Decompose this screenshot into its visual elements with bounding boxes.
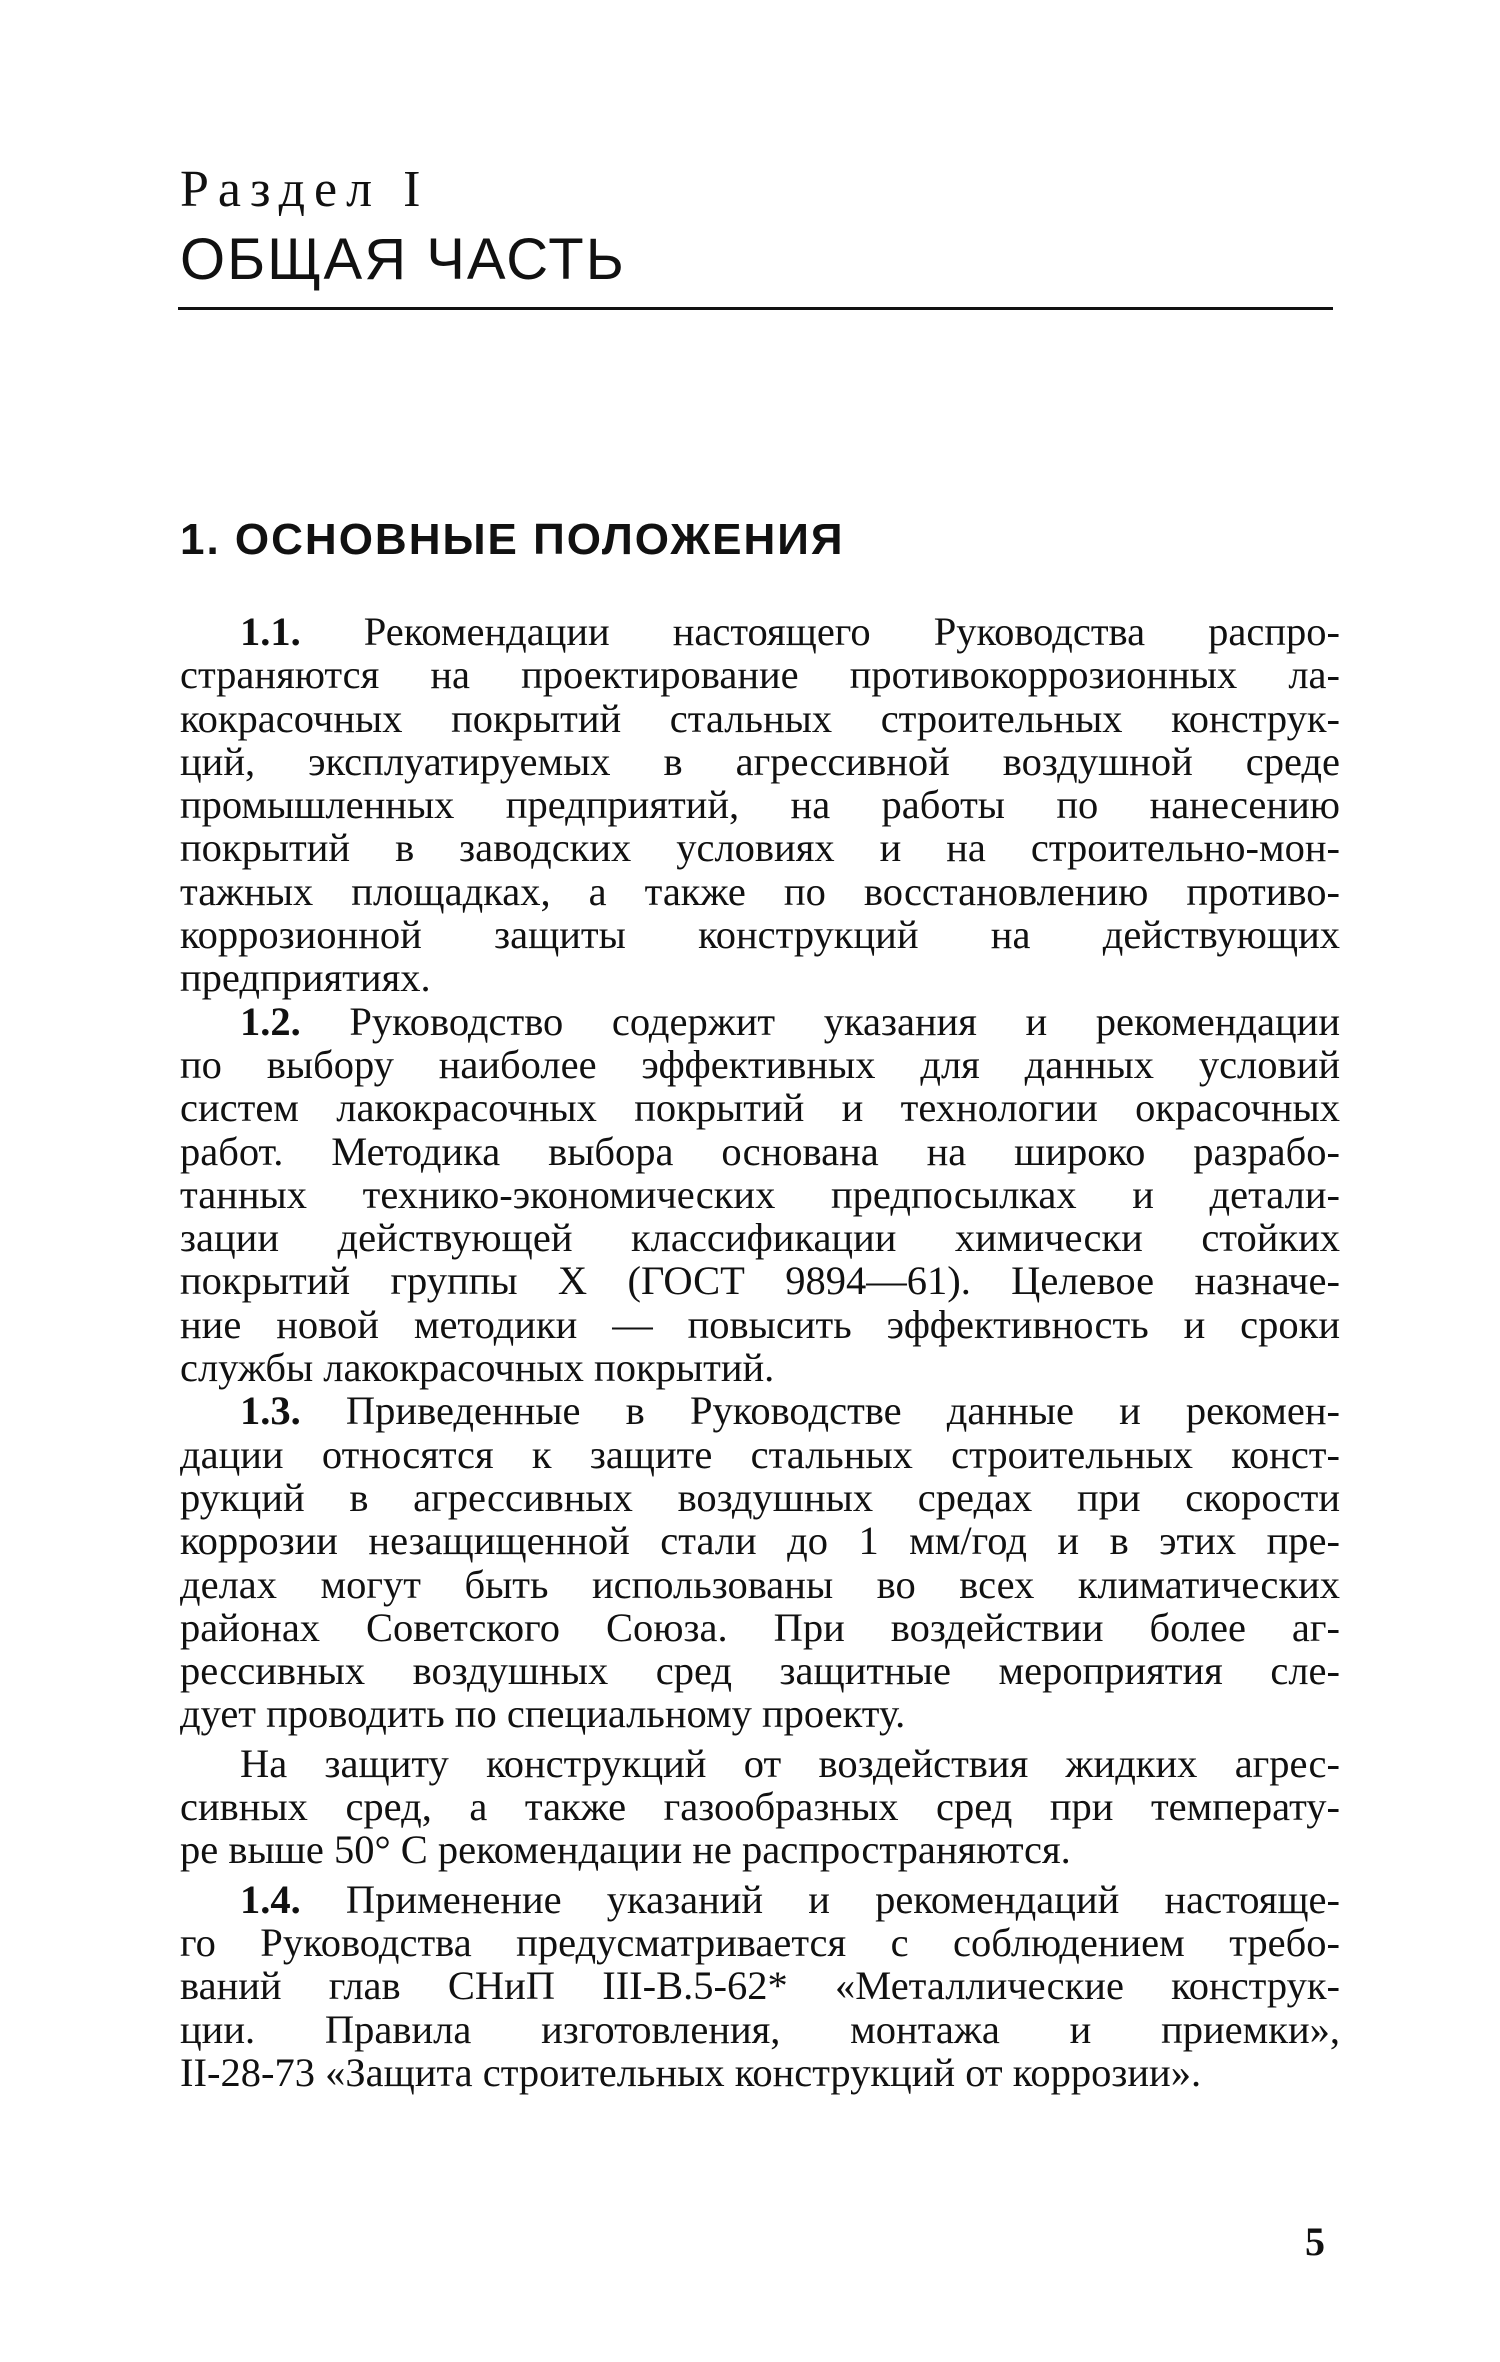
paragraph-1-1-line-1: 1.1. Рекомендации настоящего Руководства распро- [240,609,1340,654]
paragraph-line: рукций в агрессивных воздушных средах при скорости [180,1474,1340,1520]
paragraph-line: На защиту конструкций от воздействия жидких агрес- [240,1740,1340,1786]
paragraph-line: ции. Правила изготовления, монтажа и приемки», [180,2006,1340,2052]
paragraph-number: 1.3. [240,1388,301,1434]
paragraph-line: ние новой методики — повысить эффективность и сроки [180,1301,1340,1347]
paragraph-line: работ. Методика выбора основана на широко разрабо- [180,1128,1340,1174]
section-label: Раздел I [180,161,430,218]
paragraph-number: 1.1. [240,609,301,654]
paragraph-line: тажных площадках, а также по восстановлению противо- [180,868,1340,914]
part-title: ОБЩАЯ ЧАСТЬ [180,227,626,292]
paragraph-line: сивных сред, а также газообразных сред при температу- [180,1784,1340,1830]
paragraph-line: зации действующей классификации химически стойких [180,1215,1340,1261]
paragraph-number: 1.2. [240,998,301,1044]
paragraph-line: промышленных предприятий, на работы по нанесению [180,782,1340,828]
title-divider [178,307,1333,310]
paragraph-line: коррозии незащищенной стали до 1 мм/год и в этих пре- [180,1518,1340,1564]
paragraph-line: дации относятся к защите стальных строительных конст- [180,1431,1340,1477]
chapter-heading: 1. ОСНОВНЫЕ ПОЛОЖЕНИЯ [180,515,845,564]
paragraph-line: ций, эксплуатируемых в агрессивной воздушной среде [180,738,1340,784]
paragraph-line: систем лакокрасочных покрытий и технологии окрасочных [180,1085,1340,1131]
paragraph-line: службы лакокрасочных покрытий. [180,1345,775,1391]
paragraph-line: по выбору наиболее эффективных для данных условий [180,1041,1340,1087]
paragraph-line: страняются на проектирование противокоррозионных ла- [180,652,1340,698]
paragraph-number: 1.4. [240,1876,301,1922]
paragraph-line: рессивных воздушных сред защитные мероприятия сле- [180,1648,1340,1694]
paragraph-line: предприятиях. [180,955,431,1001]
paragraph-line: ваний глав СНиП III-В.5-62* «Металлические конструк- [180,1963,1340,2009]
page-number: 5 [1305,2219,1325,2264]
paragraph-line: II-28-73 «Защита строительных конструкций от коррозии». [180,2049,1202,2095]
body-text [180,610,1340,2094]
paragraph-line: танных технико-экономических предпосылках и детали- [180,1171,1340,1217]
paragraph-line: районах Советского Союза. При воздействии более аг- [180,1604,1340,1650]
paragraph-line: делах могут быть использованы во всех климатических [180,1561,1340,1607]
paragraph-line: покрытий в заводских условиях и на строительно-мон- [180,825,1340,871]
paragraph-line: коррозионной защиты конструкций на действующих [180,912,1340,958]
paragraph-1-3-line-1: 1.3. Приведенные в Руководстве данные и рекомен- [240,1388,1340,1434]
paragraph-line: дует проводить по специальному проекту. [180,1691,906,1737]
paragraph-line: ре выше 50° С рекомендации не распространяются. [180,1827,1071,1873]
paragraph-line: го Руководства предусматривается с соблюдением требо- [180,1919,1340,1965]
paragraph-1-4-line-1: 1.4. Применение указаний и рекомендаций настояще- [240,1876,1340,1922]
paragraph-1-2-line-1: 1.2. Руководство содержит указания и рекомендации [240,998,1340,1044]
paragraph-line: кокрасочных покрытий стальных строительных конструк- [180,695,1340,741]
paragraph-line: покрытий группы Х (ГОСТ 9894—61). Целевое назначе- [180,1258,1340,1304]
